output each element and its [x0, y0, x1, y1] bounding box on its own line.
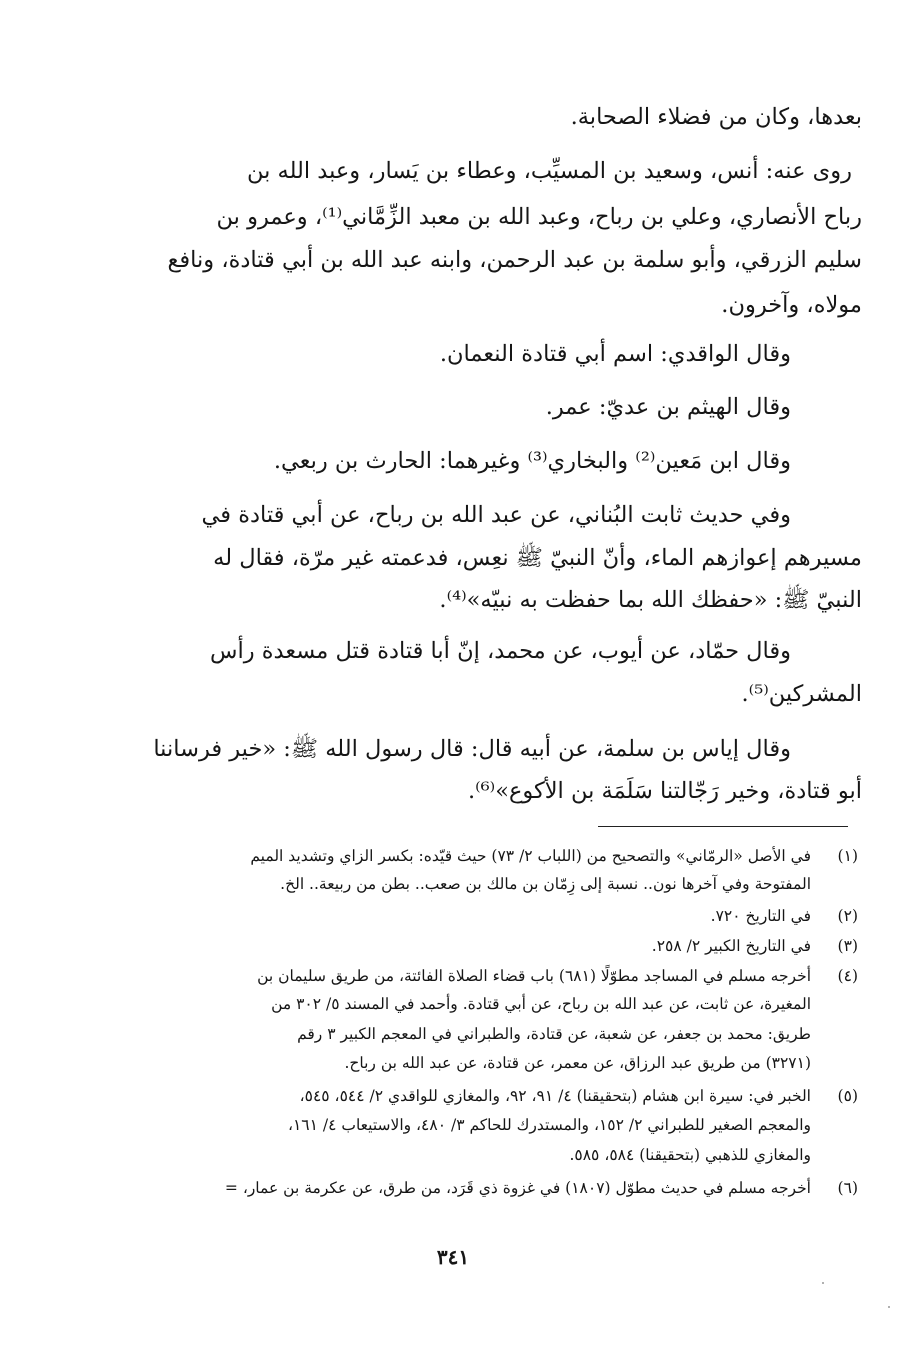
body-line: وقال الهيثم بن عديّ: عمر. — [545, 394, 791, 420]
footnote-line: المفتوحة وفي آخرها نون.. نسبة إلى زِمّان بن مالك بن صعب.. بطن من ربيعة.. الخ. — [280, 875, 811, 893]
body-line: بعدها، وكان من فضلاء الصحابة. — [570, 104, 862, 130]
body-line: روى عنه: أنس، وسعيد بن المسيِّب، وعطاء بن يَسار، وعبد الله بن — [246, 158, 852, 184]
body-line: المشركين⁽⁵⁾. — [741, 681, 862, 707]
body-line: أبو قتادة، وخير رَجّالتنا سَلَمَة بن الأكوع»⁽⁶⁾. — [467, 778, 862, 804]
footnote-line: طريق: محمد بن جعفر، عن شعبة، عن قتادة، والطبراني في المعجم الكبير ٣ رقم — [297, 1025, 811, 1043]
footnote-line: في التاريخ الكبير ٢/ ٢٥٨. — [651, 937, 811, 955]
footnote-line: أخرجه مسلم في حديث مطوّل (١٨٠٧) في غزوة ذي قَرَد، من طرق، عن عكرمة بن عمار، = — [224, 1179, 811, 1197]
footnote-line: المغيرة، عن ثابت، عن عبد الله بن رباح، عن أبي قتادة. وأحمد في المسند ٥/ ٣٠٢ من — [271, 995, 811, 1013]
footnote-line: في الأصل «الرمّاني» والتصحيح من (اللباب ٢/ ٧٣) حيث قيّده: بكسر الزاي وتشديد الميم — [250, 847, 811, 865]
footnote-line: الخبر في: سيرة ابن هشام (بتحقيقنا) ٤/ ٩١، ٩٢، والمغازي للواقدي ٢/ ٥٤٤، ٥٤٥، — [299, 1087, 811, 1105]
body-line: وقال إياس بن سلمة، عن أبيه قال: قال رسول الله ﷺ: «خير فرساننا — [153, 736, 791, 762]
body-line: وقال ابن مَعين⁽²⁾ والبخاري⁽³⁾ وغيرهما: الحارث بن ربعي. — [273, 448, 791, 474]
footnote-line: والمعجم الصغير للطبراني ٢/ ١٥٢، والمستدرك للحاكم ٣/ ٤٨٠، والاستيعاب ٤/ ١٦١، — [287, 1116, 811, 1134]
body-line: وفي حديث ثابت البُناني، عن عبد الله بن رباح، عن أبي قتادة في — [201, 502, 791, 528]
footnote-number: (٥) — [837, 1087, 858, 1105]
footnote-line: (٣٢٧١) من طريق عبد الرزاق، عن معمر، عن قتادة، عن عبد الله بن رباح. — [344, 1054, 811, 1072]
body-line: وقال حمّاد، عن أيوب، عن محمد، إنّ أبا قتادة قتل مسعدة رأس — [210, 638, 791, 664]
footnote-separator — [598, 826, 848, 827]
footnote-number: (٦) — [837, 1179, 858, 1197]
footnote-line: والمغازي للذهبي (بتحقيقنا) ٥٨٤، ٥٨٥. — [569, 1146, 811, 1164]
body-line: سليم الزرقي، وأبو سلمة بن عبد الرحمن، وابنه عبد الله بن أبي قتادة، ونافع — [167, 247, 862, 273]
footnote-number: (٣) — [837, 937, 858, 955]
footnote-number: (٤) — [837, 967, 858, 985]
body-line: رباح الأنصاري، وعلي بن رباح، وعبد الله بن معبد الزِّمَّاني⁽¹⁾، وعمرو بن — [216, 204, 862, 230]
body-line: النبيّ ﷺ: «حفظك الله بما حفظت به نبيّه»⁽⁴⁾. — [439, 587, 862, 613]
page-number: ٣٤١ — [436, 1245, 470, 1269]
footnote-number: (٢) — [837, 907, 858, 925]
scan-speck — [888, 1306, 890, 1308]
footnote-number: (١) — [837, 847, 858, 865]
scan-speck — [822, 1282, 824, 1284]
footnote-line: في التاريخ ٧٢٠. — [710, 907, 811, 925]
footnote-line: أخرجه مسلم في المساجد مطوّلًا (٦٨١) باب قضاء الصلاة الفائتة، من طريق سليمان بن — [257, 967, 811, 985]
body-line: وقال الواقدي: اسم أبي قتادة النعمان. — [439, 341, 791, 367]
body-line: مسيرهم إعوازهم الماء، وأنّ النبيّ ﷺ نعِس، فدعمته غير مرّة، فقال له — [213, 545, 862, 571]
body-line: مولاه، وآخرون. — [721, 292, 862, 318]
